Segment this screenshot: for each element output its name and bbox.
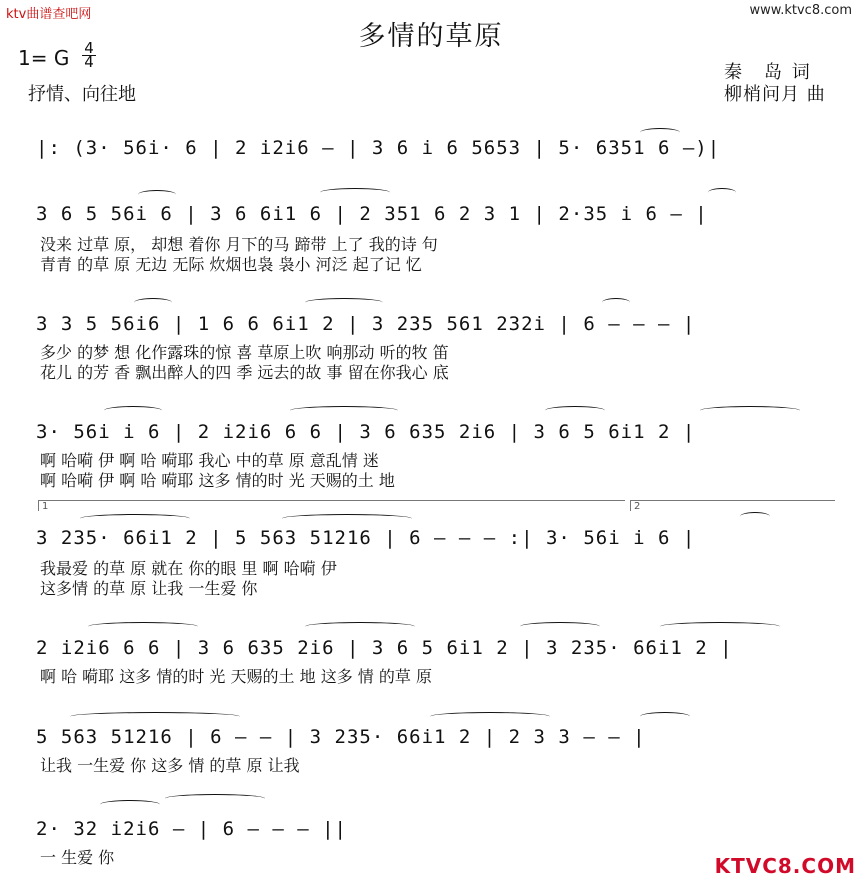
notes-row: 2 i2i6 6 6 | 3 6 635 2i6 | 3 6 5 6i1 2 | 3 235· 66i1 2 | <box>36 637 733 659</box>
lyrics-line-2: 这多情 的草 原 让我 一生爱 你 <box>40 579 258 598</box>
song-title: 多情的草原 <box>358 21 504 52</box>
lyrics-line-2: 啊 哈嗬 伊 啊 哈 嗬耶 这多 情的时 光 天赐的土 地 <box>40 471 395 490</box>
notes-row: |: (3· 56i· 6 | 2 i2i6 — | 3 6 i 6 5653 | 5· 6351 6 —)| <box>36 137 721 159</box>
composer-credit: 柳梢问月 曲 <box>724 84 826 105</box>
lyrics-line-1: 我最爱 的草 原 就在 你的眼 里 啊 哈嗬 伊 <box>40 559 337 578</box>
lyrics-line-1: 多少 的梦 想 化作露珠的惊 喜 草原上吹 响那动 听的牧 笛 <box>40 343 449 362</box>
volta-bracket-1 <box>38 500 625 511</box>
volta-number-1: 1 <box>42 501 49 512</box>
time-signature <box>82 39 96 71</box>
notes-row: 3 6 5 56i 6 | 3 6 6i1 6 | 2 351 6 2 3 1 | 2·35 i 6 — | <box>36 203 708 225</box>
lyrics-line-1: 没来 过草 原， 却想 着你 月下的马 蹄带 上了 我的诗 句 <box>40 235 438 254</box>
notes-row: 3 235· 66i1 2 | 5 563 51216 | 6 — — — :| 3· 56i i 6 | <box>36 527 696 549</box>
lyrics-line-1: 一 生爱 你 <box>40 848 115 867</box>
watermark-left: ktv曲谱查吧网 <box>6 7 92 22</box>
notes-row: 3 3 5 56i6 | 1 6 6 6i1 2 | 3 235 561 232i | 6 — — — | <box>36 313 696 335</box>
lyrics-line-1: 啊 哈嗬 伊 啊 哈 嗬耶 我心 中的草 原 意乱情 迷 <box>40 451 379 470</box>
lyrics-line-1: 啊 哈 嗬耶 这多 情的时 光 天赐的土 地 这多 情 的草 原 <box>40 667 432 686</box>
key-signature: 1= G <box>18 46 70 70</box>
time-signature-top: 4 <box>84 39 94 57</box>
lyrics-line-2: 青青 的草 原 无边 无际 炊烟也袅 袅小 河泛 起了记 忆 <box>40 255 422 274</box>
volta-number-2: 2 <box>634 501 641 512</box>
notes-row: 5 563 51216 | 6 — — | 3 235· 66i1 2 | 2 3 3 — — | <box>36 726 646 748</box>
volta-bracket-2 <box>630 500 835 511</box>
time-signature-bottom: 4 <box>84 53 94 71</box>
notes-row: 2· 32 i2i6 — | 6 — — — || <box>36 818 347 840</box>
notes-row: 3· 56i i 6 | 2 i2i6 6 6 | 3 6 635 2i6 | 3 6 5 6i1 2 | <box>36 421 696 443</box>
site-logo: KTVC8.COM <box>714 854 856 878</box>
lyrics-line-1: 让我 一生爱 你 这多 情 的草 原 让我 <box>40 756 300 775</box>
watermark-right: www.ktvc8.com <box>749 3 852 18</box>
lyricist-credit: 秦 岛 词 <box>724 62 812 83</box>
lyrics-line-2: 花儿 的芳 香 飘出醉人的四 季 远去的故 事 留在你我心 底 <box>40 363 449 382</box>
mood-marking: 抒情、向往地 <box>28 84 136 105</box>
